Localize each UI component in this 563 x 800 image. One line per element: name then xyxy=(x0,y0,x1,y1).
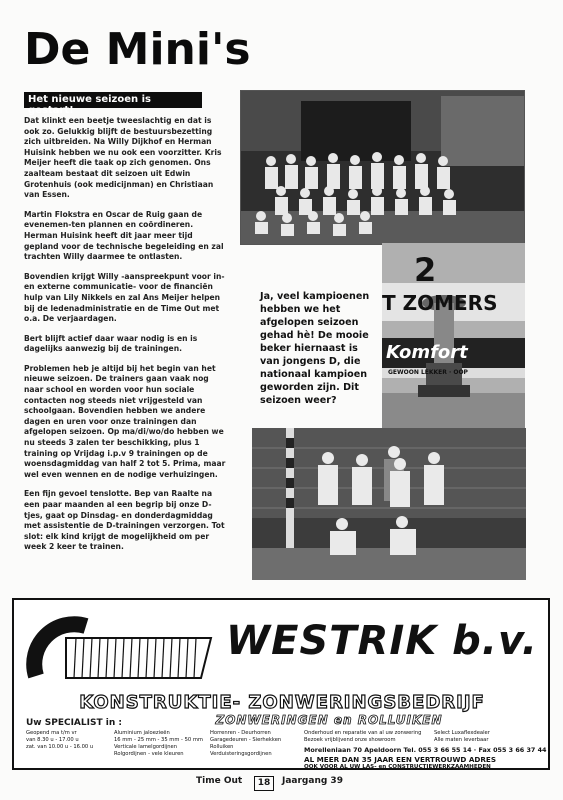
products-tagline: ZONWERINGEN en ROLLUIKEN xyxy=(215,713,443,727)
magazine-name: Time Out xyxy=(196,776,243,786)
section-subheading: Het nieuwe seizoen is gestart! xyxy=(24,92,202,108)
article-body xyxy=(24,116,229,562)
dealer-info: Select Luxaflexdealer Alle maten leverbaar xyxy=(434,730,490,743)
trophy-number: 2 xyxy=(414,251,437,289)
sponsor-sign-sub: GEWOON LEKKER · OOP xyxy=(388,369,468,376)
volume-label: Jaargang 39 xyxy=(282,776,343,786)
opening-hours: Geopend ma t/m vr van 8.30 u - 17.00 u zat. van 10.00 u - 16.00 u xyxy=(26,730,94,750)
article-paragraph: Martin Flokstra en Oscar de Ruig gaan de evenemen-ten plannen en coördineren. Herman Huisink heeft dit jaar meer tijd gepland voor de technische begeleiding en zal trachten Willy daarmee te ontlasten. xyxy=(24,209,224,262)
page-number: 18 xyxy=(254,776,274,791)
team-group-photo xyxy=(240,90,525,245)
westrik-advertisement xyxy=(12,598,550,770)
company-name: WESTRIK b.v. xyxy=(226,618,538,664)
trophy-photo xyxy=(382,243,525,428)
article-paragraph: Bovendien krijgt Willy -aanspreekpunt voor in- en externe communicatie- voor de financiën hulp van Lily Nikkels en zal Ans Meijer helpen bij de ledenadministratie en de Time Out met o.a. De verjaardagen. xyxy=(24,271,225,324)
tagline-trust: AL MEER DAN 35 JAAR EEN VERTROUWD ADRES xyxy=(304,755,496,764)
sponsor-sign: Komfort xyxy=(386,342,468,363)
westrik-logo xyxy=(26,616,216,684)
specialist-label: Uw SPECIALIST in : xyxy=(26,718,122,728)
page-footer xyxy=(0,776,563,792)
page-title: De Mini's xyxy=(24,24,251,75)
products-list-1: Aluminium jaloezieën 16 mm - 25 mm - 35 mm - 50 mm Verticale lamelgordijnen Rolgordijnen - vele kleuren xyxy=(114,730,203,757)
company-tagline: KONSTRUKTIE- ZONWERINGSBEDRIJF xyxy=(79,692,485,713)
article-paragraph: Problemen heb je altijd bij het begin van het nieuwe seizoen. De trainers gaan vaak nog naar school en worden voor hun sociale contacten nog steeds niet vrijgesteld van schoolgaan. Bovendien hebben we andere dagen en uren voor onze trainingen dan afgelopen seizoen. Op ma/di/wo/do hebben we nu steeds 3 zalen ter beschikking, plus 1 training op Vrijdag i.p.v 9 trainingen op de woensdagmiddag van half 2 tot 5. Prima, maar wel even wennen en de nodige verhuizingen. xyxy=(24,363,226,479)
article-paragraph: Bert blijft actief daar waar nodig is en is dagelijks aanwezig bij de trainingen. xyxy=(24,333,198,354)
article-paragraph: Een fijn gevoel tenslotte. Bep van Raalte na een paar maanden al een begrip bij onze D-tjes, gaat op Dinsdag- en donderdagmiddag met assistentie de D-trainingen verzorgen. Tot slot: elk kind krijgt de mogelijkheid om per week 2 keer te trainen. xyxy=(24,489,225,552)
products-list-2: Horrenren - Deurhorren Garagedeuren - Sierhekken Rolluiken Verduisteringsgordijnen xyxy=(210,730,282,757)
article-paragraph: Dat klinkt een beetje tweeslachtig en dat is ook zo. Gelukkig blijft de bestuursbezetting zich uitbreiden. Na Willy Dijkhof en Herman Huisink hebben we nu ook een voorzitter. Kris Meijer heeft die taak op zich genomen. Ons zaalteam bestaat dit seizoen uit Edwin Grotenhuis (ook medicijnman) en Christiaan van Essen. xyxy=(24,116,222,200)
tagline-services: OOK VOOR AL UW LAS- en CONSTRUCTIEWERKZAAMHEDEN xyxy=(304,764,491,770)
service-info: Onderhoud en reparatie van al uw zonwering Bezoek vrijblijvend onze showroom xyxy=(304,730,422,743)
banner-text: T ZOMERS xyxy=(382,291,498,315)
team-court-photo xyxy=(252,428,526,580)
address-line: Morelleniaan 70 Apeldoorn Tel. 055 3 66 55 14 · Fax 055 3 66 37 44 xyxy=(304,746,547,754)
photo-caption-quote: Ja, veel kampioenen hebben we het afgelopen seizoen gehad hè! De mooie beker hiernaast is van jongens D, die nationaal kampioen geworden zijn. Dit seizoen weer? xyxy=(260,291,370,406)
